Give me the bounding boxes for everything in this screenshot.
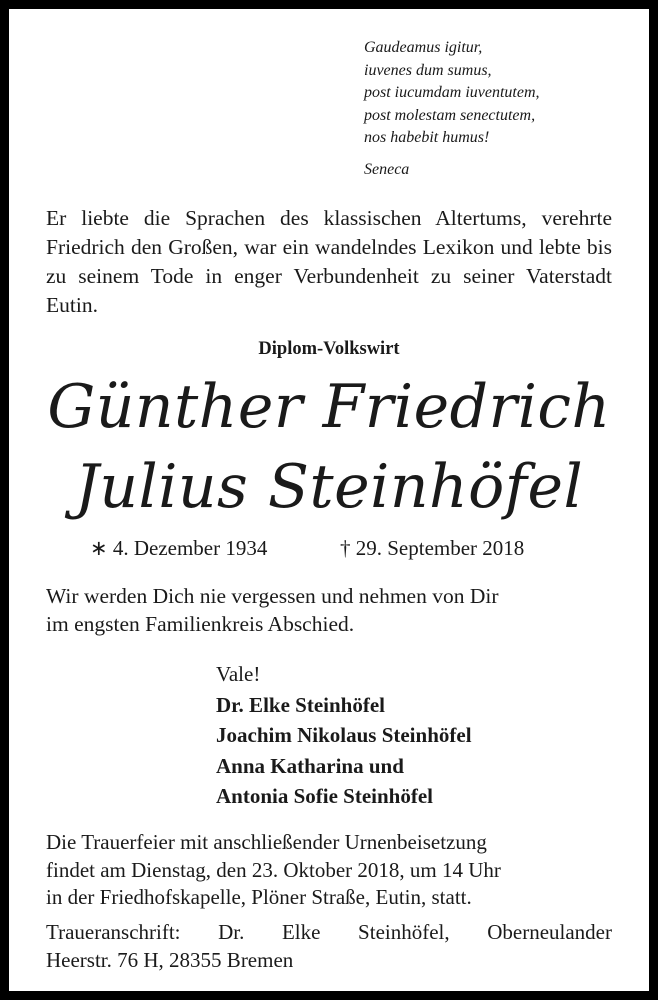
quote-line: post molestam senectutem, xyxy=(364,106,536,124)
deceased-title: Diplom-Volkswirt xyxy=(258,339,400,359)
greeting: Vale! xyxy=(216,662,261,686)
address-line: Traueranschrift: Dr. Elke Steinhöfel, Oberneulander xyxy=(46,920,612,944)
birth-date: ∗ 4. Dezember 1934 xyxy=(90,536,268,560)
mourner-name: Dr. Elke Steinhöfel xyxy=(216,692,385,717)
condolence-address xyxy=(46,919,612,974)
funeral-info-line: findet am Dienstag, den 23. Oktober 2018, um 14 Uhr xyxy=(46,857,501,882)
mourner-name: Anna Katharina und xyxy=(216,753,404,778)
deceased-name-line-1: Günther Friedrich xyxy=(47,372,611,442)
quote-line: post iucumdam iuventutem, xyxy=(364,84,540,101)
deceased-name-line-2: Julius Steinhöfel xyxy=(74,452,584,522)
quote-line: Gaudeamus igitur, xyxy=(364,39,483,56)
mourner-name: Joachim Nikolaus Steinhöfel xyxy=(216,723,472,747)
farewell-line: im engsten Familienkreis Abschied. xyxy=(46,612,355,636)
quote-line: iuvenes dum sumus, xyxy=(364,61,492,79)
funeral-info-line: Die Trauerfeier mit anschließender Urnenbeisetzung xyxy=(46,830,487,854)
funeral-info-line: in der Friedhofskapelle, Plöner Straße, Eutin, statt. xyxy=(46,885,472,909)
address-line: Heerstr. 76 H, 28355 Bremen xyxy=(46,947,294,972)
intro-paragraph: Er liebte die Sprachen des klassischen Altertums, verehrte Friedrich den Großen, war ein wandelndes Lexikon und lebte bis zu seinem Tode in enger Verbundenheit zu seiner Vaterstadt Eutin. xyxy=(46,206,612,317)
mourner-name: Antonia Sofie Steinhöfel xyxy=(216,784,434,808)
farewell-line: Wir werden Dich nie vergessen und nehmen von Dir xyxy=(46,584,499,608)
death-date: † 29. September 2018 xyxy=(340,536,525,560)
funeral-info xyxy=(46,829,626,912)
mourners-list xyxy=(216,659,472,812)
obituary-notice xyxy=(9,9,649,991)
latin-quote xyxy=(364,37,540,181)
farewell-paragraph xyxy=(46,582,626,638)
quote-line: nos habebit humus! xyxy=(364,129,490,146)
quote-author: Seneca xyxy=(364,160,410,178)
